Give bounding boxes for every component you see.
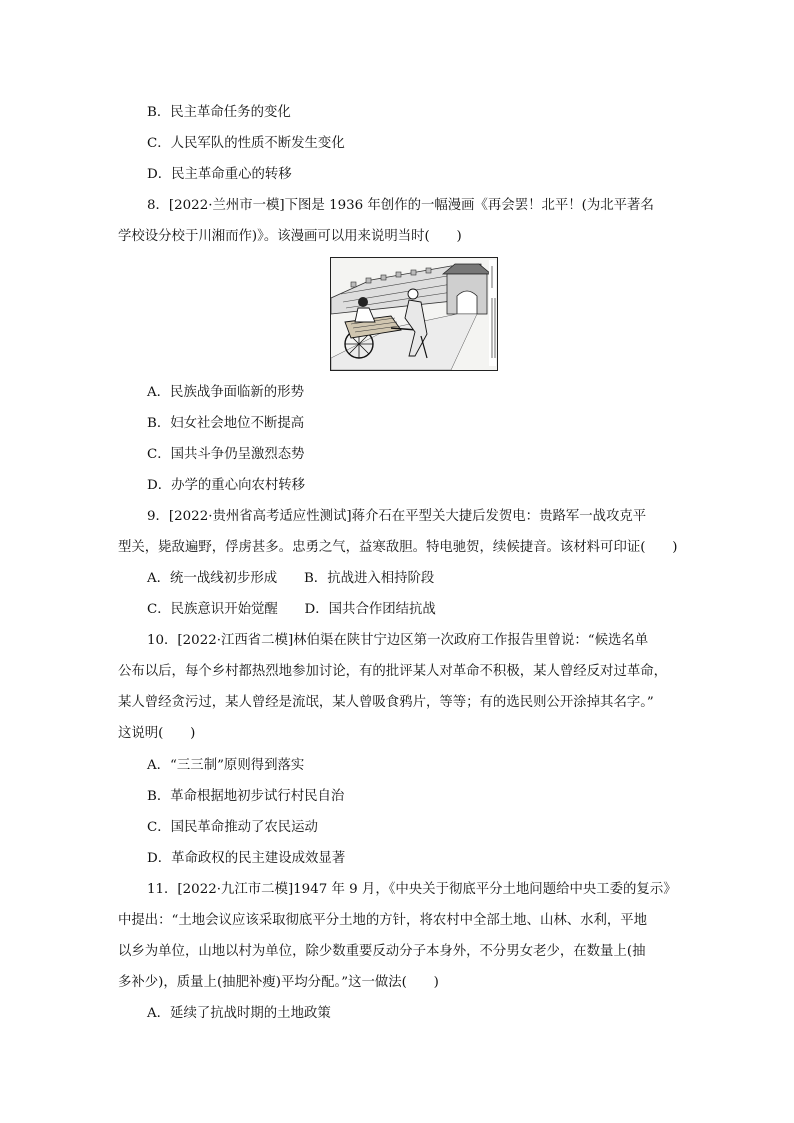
q7-option-b: B．民主革命任务的变化 [147,105,291,120]
q10-option-b: B．革命根据地初步试行村民自治 [147,789,345,804]
q8-cartoon-figure [330,257,498,371]
q7-option-d: D．民主革命重心的转移 [147,167,292,182]
q11-stem-line4: 多补少)，质量上(抽肥补瘦)平均分配。”这一做法( ) [118,975,439,990]
q8-stem-line1: 8．[2022·兰州市一模]下图是 1936 年创作的一幅漫画《再会罢！北平！(为北平著名 [147,198,654,213]
q8-option-a: A．民族战争面临新的形势 [147,385,304,400]
q10-stem-line4: 这说明( ) [118,726,196,741]
q11-option-a: A．延续了抗战时期的土地政策 [147,1006,331,1021]
q8-option-d: D．办学的重心向农村转移 [147,478,306,493]
q10-option-d: D．革命政权的民主建设成效显著 [147,851,346,866]
q11-stem-line2: 中提出：“土地会议应该采取彻底平分土地的方针，将农村中全部土地、山林、水利，平地 [118,913,648,928]
q8-option-b: B．妇女社会地位不断提高 [147,416,305,431]
q10-stem-line1: 10．[2022·江西省二模]林伯渠在陕甘宁边区第一次政府工作报告里曾说：“候选名单 [147,633,649,648]
q10-stem-line3: 某人曾经贪污过，某人曾经是流氓，某人曾吸食鸦片，等等；有的选民则公开涂掉其名字。” [118,695,654,710]
q9-options-row1: A．统一战线初步形成 B．抗战进入相持阶段 [147,571,435,586]
q9-stem-line2: 型关，毙敌遍野，俘虏甚多。忠勇之气，益寒敌胆。特电驰贺，续候捷音。该材料可印证( ) [118,540,678,555]
q9-options-row2: C．民族意识开始觉醒 D．国共合作团结抗战 [147,602,436,617]
q9-stem-line1: 9．[2022·贵州省高考适应性测试]蒋介石在平型关大捷后发贺电：贵路军一战攻克平 [147,509,647,524]
q10-stem-line2: 公布以后，每个乡村都热烈地参加讨论，有的批评某人对革命不积极，某人曾经反对过革命， [118,664,668,679]
q10-option-a: A．“三三制”原则得到落实 [147,758,305,773]
cartoon-illustration [331,258,497,370]
q8-option-c: C．国共斗争仍呈激烈态势 [147,447,305,462]
q10-option-c: C．国民革命推动了农民运动 [147,820,318,835]
q11-stem-line3: 以乡为单位，山地以村为单位，除少数重要反动分子本身外，不分男女老少，在数量上(抽 [118,944,646,959]
q11-stem-line1: 11．[2022·九江市二模]1947 年 9 月，《中央关于彻底平分土地问题给中央工委的复示》 [147,882,677,897]
q7-option-c: C．人民军队的性质不断发生变化 [147,136,345,151]
q8-stem-line2: 学校设分校于川湘而作)》。该漫画可以用来说明当时( ) [118,229,462,244]
